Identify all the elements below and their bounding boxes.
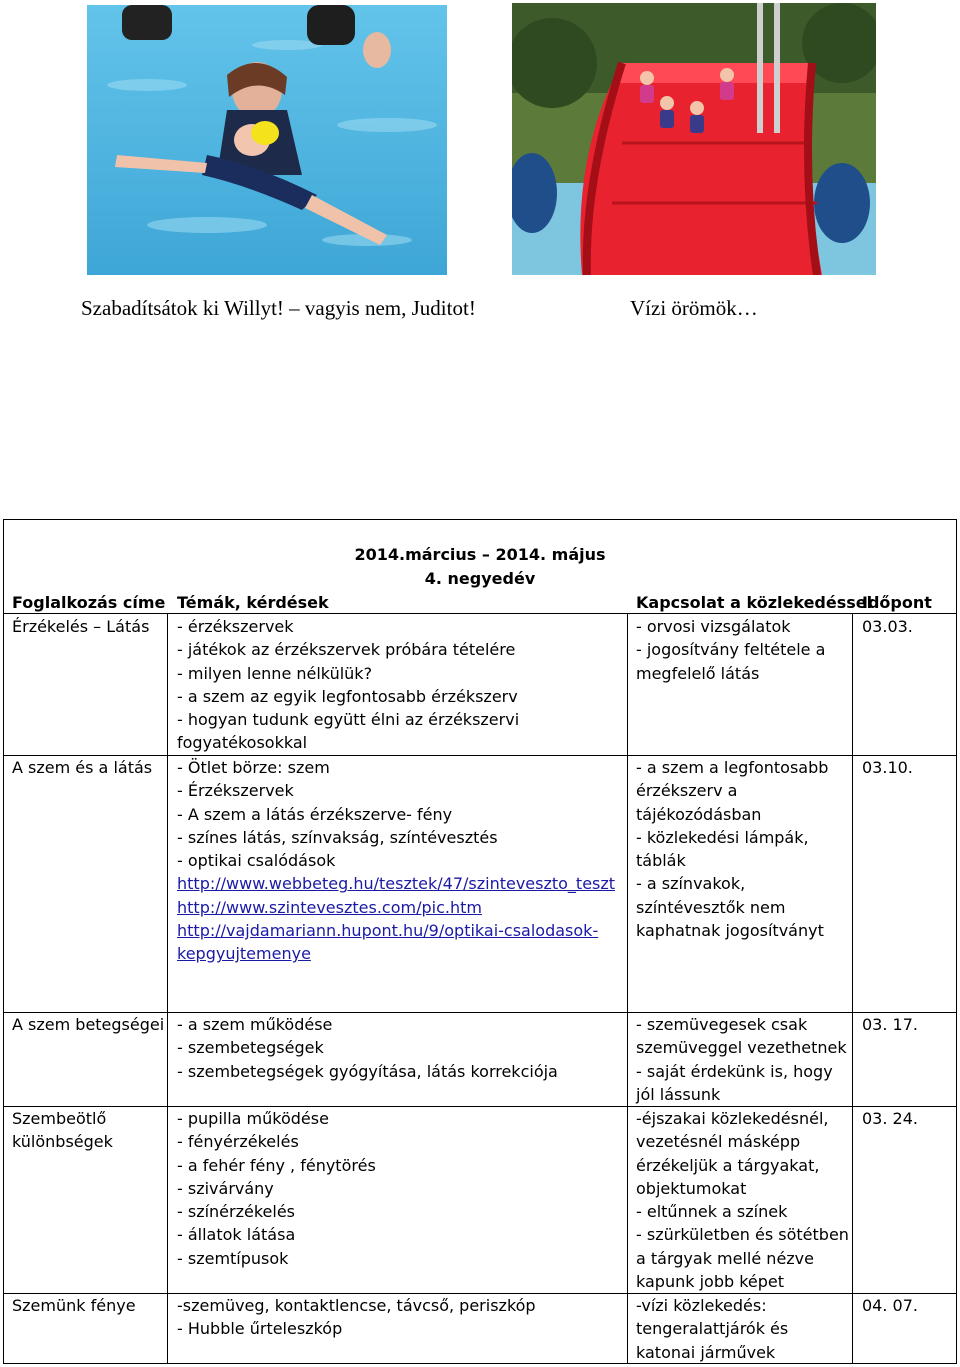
traffic-line: -éjszakai közlekedésnél, [636,1109,829,1128]
table-row [12,756,152,779]
row-traffic [636,1013,847,1106]
caption-left: Szabadítsátok ki Willyt! – vagyis nem, Juditot! [81,296,476,320]
traffic-line: - saját érdekünk is, hogy [636,1061,833,1081]
traffic-line: megfelelő látás [636,663,760,683]
row-title-line: különbségek [12,1132,113,1152]
row-topics [177,615,519,755]
traffic-line: jól lássunk [636,1084,721,1104]
traffic-line: kaphatnak jogosítványt [636,921,824,941]
traffic-line: katonai járművek [636,1342,776,1362]
table-period: 2014.március – 2014. május [354,545,606,564]
row-title-line: A szem és a látás [12,758,153,777]
traffic-line: kapunk jobb képet [636,1272,785,1292]
row-topics [177,1107,376,1270]
topic-line: - szivárvány [177,1178,274,1198]
traffic-line: - eltűnnek a színek [636,1202,788,1222]
table-row [12,1294,136,1317]
row-title-line: Szembeötlő [12,1109,107,1128]
row-topics [177,1294,536,1341]
row-title-line: A szem betegségei [12,1015,165,1034]
row-traffic [636,756,828,942]
topic-line: - színérzékelés [177,1202,296,1222]
traffic-line: táblák [636,851,686,871]
header-title: Foglalkozás címe [12,593,166,612]
table-row [12,1107,113,1154]
traffic-line: érzékszerv a [636,781,738,801]
traffic-line: -vízi közlekedés: [636,1296,767,1315]
topic-line: - állatok látása [177,1225,296,1245]
pool-swimming-photo [87,5,447,275]
row-title-line: Érzékelés – Látás [12,617,150,636]
traffic-line: - a szem a legfontosabb [636,758,829,777]
topic-line: - szemtípusok [177,1248,289,1268]
traffic-line: a tárgyak mellé nézve [636,1248,814,1268]
row-date: 03. 24. [862,1109,918,1128]
table-quarter: 4. negyedév [424,569,536,588]
topic-line: - Hubble űrteleszkóp [177,1319,343,1339]
topic-line: - hogyan tudunk együtt élni az érzékszervi [177,710,520,730]
topic-line: -szemüveg, kontaktlencse, távcső, periszkóp [177,1296,536,1315]
topic-line: - játékok az érzékszervek próbára tételére [177,640,516,660]
topic-line: - pupilla működése [177,1109,329,1128]
row-topics [177,1013,558,1083]
row-date: 03.10. [862,758,913,777]
header-topics: Témák, kérdések [177,593,329,612]
topic-line: - Érzékszervek [177,781,294,801]
traffic-line: - a színvakok, [636,874,746,894]
table-row [12,615,149,638]
row-topics [177,756,615,966]
topic-line: - a szem az egyik legfontosabb érzékszerv [177,686,518,706]
row-date: 03. 17. [862,1015,918,1034]
column-divider [627,614,628,1364]
header-traffic: Kapcsolat a közlekedéssel [636,593,873,612]
traffic-line: tengeralattjárók és [636,1319,789,1339]
row-traffic [636,1107,849,1293]
topic-line: - optikai csalódások [177,851,336,871]
traffic-line: tájékozódásban [636,804,762,824]
traffic-line: vezetésnél másképp [636,1132,801,1152]
traffic-line: - orvosi vizsgálatok [636,617,791,636]
colorblind-test-link[interactable]: http://www.webbeteg.hu/tesztek/47/szinteveszto_teszt [177,874,616,894]
topic-line: fogyatékosokkal [177,733,308,753]
topic-line: - érzékszervek [177,617,294,636]
row-traffic [636,1294,788,1364]
optical-illusions-link[interactable]: http://vajdamariann.hupont.hu/9/optikai-csalodasok- [177,921,599,941]
topic-line: - szembetegségek gyógyítása, látás korrekciója [177,1061,558,1081]
column-divider [852,614,853,1364]
traffic-line: színtévesztők nem [636,897,786,917]
row-traffic [636,615,825,685]
topic-line: - Ötlet börze: szem [177,758,330,777]
traffic-line: - szürkületben és sötétben [636,1225,849,1245]
topic-line: - milyen lenne nélkülük? [177,663,373,683]
optical-illusions-link-cont[interactable]: kepgyujtemenye [177,944,311,964]
column-divider [167,614,168,1364]
topic-line: - szembetegségek [177,1038,324,1058]
topic-line: - a fehér fény , fénytörés [177,1155,376,1175]
color-vision-link[interactable]: http://www.szintevesztes.com/pic.htm [177,897,482,917]
topic-line: - A szem a látás érzékszerve- fény [177,804,453,824]
topic-line: - fényérzékelés [177,1132,299,1152]
traffic-line: - közlekedési lámpák, [636,827,809,847]
traffic-line: érzékeljük a tárgyakat, [636,1155,820,1175]
topic-line: - színes látás, színvakság, színtévesztés [177,827,498,847]
table-row [12,1013,164,1036]
row-title-line: Szemünk fénye [12,1296,136,1315]
traffic-line: - szemüvegesek csak [636,1015,808,1034]
traffic-line: objektumokat [636,1178,747,1198]
traffic-line: szemüveggel vezethetnek [636,1038,847,1058]
header-date: Időpont [862,593,932,612]
row-date: 03.03. [862,617,913,636]
caption-right: Vízi örömök… [630,296,758,320]
topic-line: - a szem működése [177,1015,333,1034]
traffic-line: - jogosítvány feltétele a [636,640,826,660]
water-slide-photo [512,3,876,275]
row-date: 04. 07. [862,1296,918,1315]
